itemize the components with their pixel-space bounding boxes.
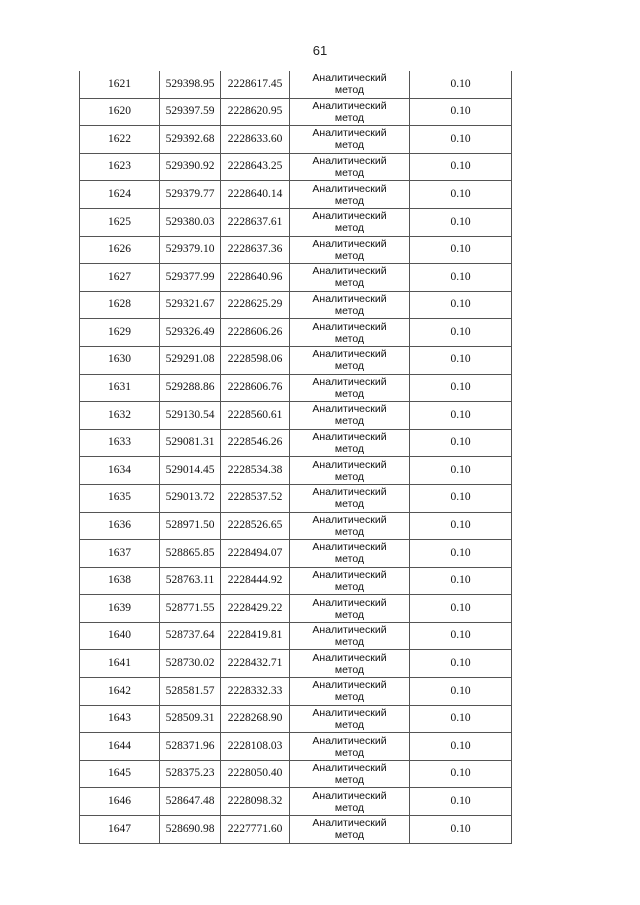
coordinates-table-body xyxy=(80,71,512,843)
accuracy-cell: 0.10 xyxy=(410,512,512,540)
y-coordinate-cell: 2228637.61 xyxy=(221,208,290,236)
table-row xyxy=(80,622,512,650)
method-cell xyxy=(290,760,410,788)
accuracy-cell: 0.10 xyxy=(410,319,512,347)
method-cell xyxy=(290,678,410,706)
accuracy-cell: 0.10 xyxy=(410,346,512,374)
y-coordinate-cell: 2228526.65 xyxy=(221,512,290,540)
point-id-cell: 1632 xyxy=(80,402,160,430)
table-row xyxy=(80,402,512,430)
method-cell xyxy=(290,236,410,264)
accuracy-cell: 0.10 xyxy=(410,98,512,126)
method-label-line1: Аналитический xyxy=(312,99,387,112)
table-row xyxy=(80,595,512,623)
y-coordinate-cell: 2228606.76 xyxy=(221,374,290,402)
method-cell xyxy=(290,788,410,816)
point-id-cell: 1620 xyxy=(80,98,160,126)
accuracy-cell: 0.10 xyxy=(410,540,512,568)
table-row xyxy=(80,346,512,374)
point-id-cell: 1640 xyxy=(80,622,160,650)
method-label-line2: метод xyxy=(334,691,365,704)
x-coordinate-cell: 529326.49 xyxy=(160,319,221,347)
method-label-line1: Аналитический xyxy=(312,72,387,85)
method-cell xyxy=(290,264,410,292)
method-label-line1: Аналитический xyxy=(312,651,387,664)
method-label-line2: метод xyxy=(334,746,365,759)
point-id-cell: 1636 xyxy=(80,512,160,540)
point-id-cell: 1627 xyxy=(80,264,160,292)
y-coordinate-cell: 2228537.52 xyxy=(221,484,290,512)
table-row xyxy=(80,236,512,264)
y-coordinate-cell: 2228546.26 xyxy=(221,429,290,457)
point-id-cell: 1623 xyxy=(80,153,160,181)
point-id-cell: 1633 xyxy=(80,429,160,457)
point-id-cell: 1645 xyxy=(80,760,160,788)
point-id-cell: 1628 xyxy=(80,291,160,319)
method-cell xyxy=(290,595,410,623)
y-coordinate-cell: 2228108.03 xyxy=(221,733,290,761)
x-coordinate-cell: 529379.10 xyxy=(160,236,221,264)
method-cell xyxy=(290,346,410,374)
table-row xyxy=(80,98,512,126)
point-id-cell: 1631 xyxy=(80,374,160,402)
accuracy-cell: 0.10 xyxy=(410,760,512,788)
method-label-line1: Аналитический xyxy=(312,817,387,830)
table-row xyxy=(80,153,512,181)
y-coordinate-cell: 2228617.45 xyxy=(221,71,290,98)
method-label-line1: Аналитический xyxy=(312,320,387,333)
method-label-line2: метод xyxy=(334,580,365,593)
y-coordinate-cell: 2228640.14 xyxy=(221,181,290,209)
method-label-line1: Аналитический xyxy=(312,486,387,499)
method-label-line1: Аналитический xyxy=(312,596,387,609)
method-label-line1: Аналитический xyxy=(312,182,387,195)
method-cell xyxy=(290,816,410,844)
method-cell xyxy=(290,650,410,678)
method-label-line1: Аналитический xyxy=(312,265,387,278)
table-row xyxy=(80,733,512,761)
method-label-line2: метод xyxy=(334,277,365,290)
method-label-line1: Аналитический xyxy=(312,706,387,719)
method-label-line2: метод xyxy=(334,249,365,262)
accuracy-cell: 0.10 xyxy=(410,429,512,457)
accuracy-cell: 0.10 xyxy=(410,816,512,844)
method-label-line2: метод xyxy=(334,525,365,538)
method-label-line2: метод xyxy=(334,415,365,428)
table-row xyxy=(80,540,512,568)
method-label-line1: Аналитический xyxy=(312,155,387,168)
x-coordinate-cell: 528647.48 xyxy=(160,788,221,816)
method-cell xyxy=(290,567,410,595)
table-row xyxy=(80,512,512,540)
method-label-line2: метод xyxy=(334,443,365,456)
y-coordinate-cell: 2228625.29 xyxy=(221,291,290,319)
table-row xyxy=(80,457,512,485)
point-id-cell: 1643 xyxy=(80,705,160,733)
method-label-line2: метод xyxy=(334,718,365,731)
table-row xyxy=(80,760,512,788)
y-coordinate-cell: 2228620.95 xyxy=(221,98,290,126)
x-coordinate-cell: 528771.55 xyxy=(160,595,221,623)
method-cell xyxy=(290,126,410,154)
x-coordinate-cell: 528375.23 xyxy=(160,760,221,788)
method-label-line2: метод xyxy=(334,360,365,373)
accuracy-cell: 0.10 xyxy=(410,567,512,595)
point-id-cell: 1635 xyxy=(80,484,160,512)
accuracy-cell: 0.10 xyxy=(410,208,512,236)
y-coordinate-cell: 2228332.33 xyxy=(221,678,290,706)
method-cell xyxy=(290,622,410,650)
method-label-line1: Аналитический xyxy=(312,762,387,775)
method-label-line1: Аналитический xyxy=(312,403,387,416)
method-label-line2: метод xyxy=(334,801,365,814)
method-label-line1: Аналитический xyxy=(312,237,387,250)
y-coordinate-cell: 2228640.96 xyxy=(221,264,290,292)
accuracy-cell: 0.10 xyxy=(410,71,512,98)
method-label-line2: метод xyxy=(334,167,365,180)
page-number: 61 xyxy=(312,43,328,58)
x-coordinate-cell: 529398.95 xyxy=(160,71,221,98)
table-row xyxy=(80,429,512,457)
accuracy-cell: 0.10 xyxy=(410,126,512,154)
y-coordinate-cell: 2228637.36 xyxy=(221,236,290,264)
method-label-line1: Аналитический xyxy=(312,513,387,526)
x-coordinate-cell: 529013.72 xyxy=(160,484,221,512)
y-coordinate-cell: 2228444.92 xyxy=(221,567,290,595)
table-row xyxy=(80,788,512,816)
x-coordinate-cell: 529130.54 xyxy=(160,402,221,430)
x-coordinate-cell: 528763.11 xyxy=(160,567,221,595)
y-coordinate-cell: 2228560.61 xyxy=(221,402,290,430)
table-row xyxy=(80,319,512,347)
point-id-cell: 1639 xyxy=(80,595,160,623)
point-id-cell: 1626 xyxy=(80,236,160,264)
method-cell xyxy=(290,98,410,126)
y-coordinate-cell: 2228494.07 xyxy=(221,540,290,568)
method-label-line2: метод xyxy=(334,553,365,566)
method-label-line2: метод xyxy=(334,470,365,483)
method-label-line2: метод xyxy=(334,111,365,124)
method-label-line1: Аналитический xyxy=(312,458,387,471)
table-row xyxy=(80,484,512,512)
method-label-line1: Аналитический xyxy=(312,348,387,361)
point-id-cell: 1638 xyxy=(80,567,160,595)
method-label-line2: метод xyxy=(334,829,365,842)
method-label-line2: метод xyxy=(334,222,365,235)
method-label-line1: Аналитический xyxy=(312,568,387,581)
x-coordinate-cell: 529380.03 xyxy=(160,208,221,236)
y-coordinate-cell: 2228050.40 xyxy=(221,760,290,788)
table-row xyxy=(80,181,512,209)
point-id-cell: 1642 xyxy=(80,678,160,706)
method-label-line2: метод xyxy=(334,305,365,318)
accuracy-cell: 0.10 xyxy=(410,650,512,678)
method-label-line2: метод xyxy=(334,663,365,676)
method-cell xyxy=(290,705,410,733)
accuracy-cell: 0.10 xyxy=(410,705,512,733)
x-coordinate-cell: 529014.45 xyxy=(160,457,221,485)
method-label-line2: метод xyxy=(334,84,365,97)
table-row xyxy=(80,71,512,98)
accuracy-cell: 0.10 xyxy=(410,595,512,623)
method-label-line1: Аналитический xyxy=(312,624,387,637)
y-coordinate-cell: 2228429.22 xyxy=(221,595,290,623)
y-coordinate-cell: 2228606.26 xyxy=(221,319,290,347)
method-cell xyxy=(290,512,410,540)
method-cell xyxy=(290,402,410,430)
method-cell xyxy=(290,208,410,236)
accuracy-cell: 0.10 xyxy=(410,236,512,264)
table-row xyxy=(80,374,512,402)
x-coordinate-cell: 529291.08 xyxy=(160,346,221,374)
accuracy-cell: 0.10 xyxy=(410,181,512,209)
method-label-line2: метод xyxy=(334,636,365,649)
accuracy-cell: 0.10 xyxy=(410,402,512,430)
method-label-line1: Аналитический xyxy=(312,293,387,306)
point-id-cell: 1647 xyxy=(80,816,160,844)
method-cell xyxy=(290,374,410,402)
x-coordinate-cell: 528509.31 xyxy=(160,705,221,733)
method-cell xyxy=(290,71,410,98)
method-label-line2: метод xyxy=(334,498,365,511)
x-coordinate-cell: 528737.64 xyxy=(160,622,221,650)
x-coordinate-cell: 529397.59 xyxy=(160,98,221,126)
accuracy-cell: 0.10 xyxy=(410,733,512,761)
method-label-line1: Аналитический xyxy=(312,210,387,223)
table-row xyxy=(80,291,512,319)
x-coordinate-cell: 528581.57 xyxy=(160,678,221,706)
point-id-cell: 1646 xyxy=(80,788,160,816)
method-label-line1: Аналитический xyxy=(312,679,387,692)
method-cell xyxy=(290,181,410,209)
x-coordinate-cell: 529390.92 xyxy=(160,153,221,181)
method-label-line2: метод xyxy=(334,194,365,207)
accuracy-cell: 0.10 xyxy=(410,457,512,485)
accuracy-cell: 0.10 xyxy=(410,153,512,181)
y-coordinate-cell: 2228432.71 xyxy=(221,650,290,678)
x-coordinate-cell: 529081.31 xyxy=(160,429,221,457)
table-row xyxy=(80,567,512,595)
accuracy-cell: 0.10 xyxy=(410,622,512,650)
method-label-line1: Аналитический xyxy=(312,127,387,140)
y-coordinate-cell: 2228643.25 xyxy=(221,153,290,181)
point-id-cell: 1629 xyxy=(80,319,160,347)
accuracy-cell: 0.10 xyxy=(410,374,512,402)
method-cell xyxy=(290,153,410,181)
x-coordinate-cell: 528371.96 xyxy=(160,733,221,761)
x-coordinate-cell: 529392.68 xyxy=(160,126,221,154)
method-label-line1: Аналитический xyxy=(312,541,387,554)
method-cell xyxy=(290,429,410,457)
table-row xyxy=(80,705,512,733)
y-coordinate-cell: 2227771.60 xyxy=(221,816,290,844)
table-row xyxy=(80,816,512,844)
y-coordinate-cell: 2228268.90 xyxy=(221,705,290,733)
method-label-line1: Аналитический xyxy=(312,431,387,444)
point-id-cell: 1622 xyxy=(80,126,160,154)
accuracy-cell: 0.10 xyxy=(410,678,512,706)
point-id-cell: 1644 xyxy=(80,733,160,761)
method-cell xyxy=(290,291,410,319)
method-label-line2: метод xyxy=(334,387,365,400)
x-coordinate-cell: 529288.86 xyxy=(160,374,221,402)
y-coordinate-cell: 2228633.60 xyxy=(221,126,290,154)
point-id-cell: 1625 xyxy=(80,208,160,236)
y-coordinate-cell: 2228598.06 xyxy=(221,346,290,374)
y-coordinate-cell: 2228534.38 xyxy=(221,457,290,485)
point-id-cell: 1634 xyxy=(80,457,160,485)
table-row xyxy=(80,208,512,236)
table-row xyxy=(80,678,512,706)
method-label-line2: метод xyxy=(334,139,365,152)
method-cell xyxy=(290,733,410,761)
point-id-cell: 1641 xyxy=(80,650,160,678)
x-coordinate-cell: 528690.98 xyxy=(160,816,221,844)
coordinates-table xyxy=(79,71,512,844)
x-coordinate-cell: 528971.50 xyxy=(160,512,221,540)
x-coordinate-cell: 529377.99 xyxy=(160,264,221,292)
accuracy-cell: 0.10 xyxy=(410,291,512,319)
point-id-cell: 1621 xyxy=(80,71,160,98)
accuracy-cell: 0.10 xyxy=(410,788,512,816)
table-row xyxy=(80,264,512,292)
method-cell xyxy=(290,484,410,512)
method-label-line2: метод xyxy=(334,332,365,345)
x-coordinate-cell: 528730.02 xyxy=(160,650,221,678)
x-coordinate-cell: 529321.67 xyxy=(160,291,221,319)
method-label-line2: метод xyxy=(334,608,365,621)
accuracy-cell: 0.10 xyxy=(410,484,512,512)
method-cell xyxy=(290,540,410,568)
point-id-cell: 1624 xyxy=(80,181,160,209)
method-cell xyxy=(290,319,410,347)
method-label-line1: Аналитический xyxy=(312,789,387,802)
accuracy-cell: 0.10 xyxy=(410,264,512,292)
method-cell xyxy=(290,457,410,485)
y-coordinate-cell: 2228419.81 xyxy=(221,622,290,650)
y-coordinate-cell: 2228098.32 xyxy=(221,788,290,816)
point-id-cell: 1630 xyxy=(80,346,160,374)
x-coordinate-cell: 529379.77 xyxy=(160,181,221,209)
point-id-cell: 1637 xyxy=(80,540,160,568)
x-coordinate-cell: 528865.85 xyxy=(160,540,221,568)
method-label-line1: Аналитический xyxy=(312,734,387,747)
table-row xyxy=(80,650,512,678)
method-label-line1: Аналитический xyxy=(312,375,387,388)
method-label-line2: метод xyxy=(334,774,365,787)
table-row xyxy=(80,126,512,154)
